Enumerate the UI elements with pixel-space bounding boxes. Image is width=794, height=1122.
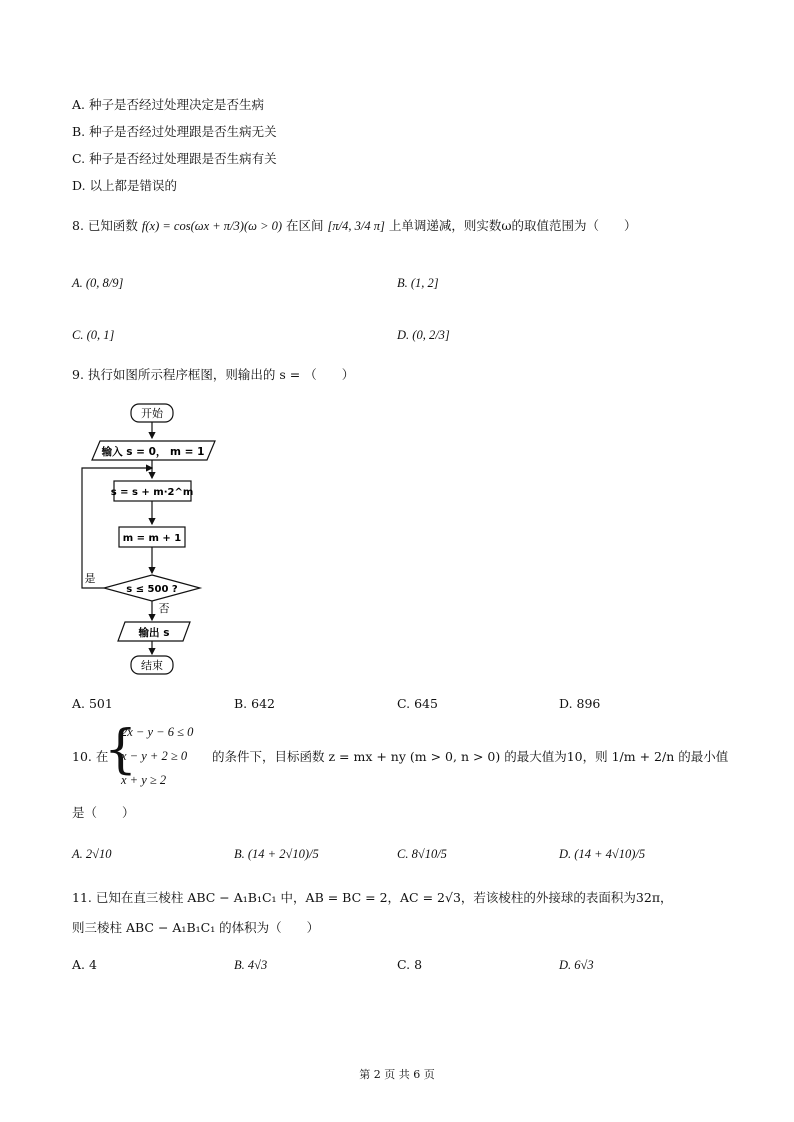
flow-condition-text: s ≤ 500 ? xyxy=(126,584,178,595)
q8-option-a: A. (0, 8/9] xyxy=(72,276,124,290)
flow-step2-text: m = m + 1 xyxy=(122,533,182,544)
q11-line-2: 则三棱柱 ABC − A₁B₁C₁ 的体积为（ ） xyxy=(72,920,320,935)
q11-option-b: B. 4√3 xyxy=(234,958,268,972)
q8-suffix: 上单调递减，则实数ω的取值范围为（ ） xyxy=(388,218,637,233)
q8-option-c: C. (0, 1] xyxy=(72,328,115,342)
q7-option-d: D. 以上都是错误的 xyxy=(72,178,178,193)
q10-option-c: C. 8√10/5 xyxy=(397,847,447,861)
q10-tail: 是（ ） xyxy=(72,805,135,820)
q10-option-b: B. (14 + 2√10)/5 xyxy=(234,847,319,861)
q9-option-a: A. 501 xyxy=(72,696,113,711)
q10-number: 10. 在 xyxy=(72,749,109,764)
q10-mid: 的条件下，目标函数 z = mx + ny (m > 0, n > 0) 的最大值为10，则 1/m + 2/n 的最小值 xyxy=(212,749,729,764)
flow-end-text: 结束 xyxy=(141,659,163,672)
q9-option-b: B. 642 xyxy=(234,696,275,711)
q7-option-c: C. 种子是否经过处理跟是否生病有关 xyxy=(72,151,277,166)
q8-stem xyxy=(72,218,637,234)
q10-option-d: D. (14 + 4√10)/5 xyxy=(559,847,646,861)
q8-mid: 在区间 xyxy=(286,218,324,233)
q11-option-d: D. 6√3 xyxy=(559,958,594,972)
q8-prefix: 8. 已知函数 xyxy=(72,218,138,233)
q8-option-b: B. (1, 2] xyxy=(397,276,439,290)
q10-option-a: A. 2√10 xyxy=(72,847,112,861)
q11-option-c: C. 8 xyxy=(397,957,423,972)
flow-yes-label: 是 xyxy=(84,572,96,585)
q8-interval: [π/4, 3/4 π] xyxy=(327,219,385,233)
flowchart xyxy=(70,398,250,688)
q7-option-a: A. 种子是否经过处理决定是否生病 xyxy=(72,97,264,112)
q8-option-d: D. (0, 2/3] xyxy=(397,328,450,342)
flow-output-text: 输出 s xyxy=(138,627,170,639)
q7-option-b: B. 种子是否经过处理跟是否生病无关 xyxy=(72,124,277,139)
flow-no-label: 否 xyxy=(158,602,170,615)
flow-input-text: 输入 s = 0， m = 1 xyxy=(101,446,205,458)
q11-line-1: 11. 已知在直三棱柱 ABC − A₁B₁C₁ 中，AB = BC = 2，AC = 2√3，若该棱柱的外接球的表面积为32π， xyxy=(72,890,673,905)
flow-start-text: 开始 xyxy=(141,407,163,420)
q10-constraint-3: x + y ≥ 2 xyxy=(121,773,167,787)
q11-option-a: A. 4 xyxy=(72,957,97,972)
page-footer: 第 2 页 共 6 页 xyxy=(359,1068,435,1081)
q8-function: f(x) = cos(ωx + π/3)(ω > 0) xyxy=(141,219,283,233)
q10-brace: { xyxy=(104,720,138,780)
flow-step1-text: s = s + m·2^m xyxy=(110,487,194,498)
q10-constraint-2: x − y + 2 ≥ 0 xyxy=(121,749,188,763)
q9-option-c: C. 645 xyxy=(397,696,438,711)
q9-stem: 9. 执行如图所示程序框图，则输出的 s = （ ） xyxy=(72,367,355,382)
q9-option-d: D. 896 xyxy=(559,696,601,711)
q10-constraint-1: 2x − y − 6 ≤ 0 xyxy=(121,725,194,739)
